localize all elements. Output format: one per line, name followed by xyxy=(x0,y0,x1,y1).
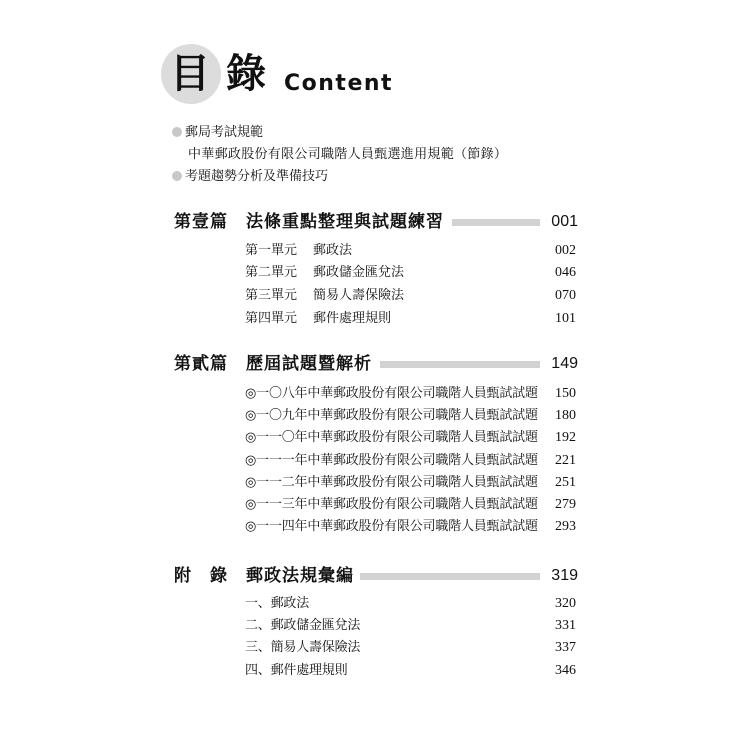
toc-entry[interactable] xyxy=(245,286,576,306)
entry-page-number: 251 xyxy=(555,475,576,490)
entry-title: ◎一一三年中華郵政股份有限公司職階人員甄試試題 xyxy=(245,497,538,512)
bullet-dot-icon xyxy=(172,171,182,181)
toc-entry[interactable] xyxy=(245,616,576,636)
toc-entry[interactable] xyxy=(245,473,576,493)
toc-entry[interactable] xyxy=(245,309,576,329)
section-page-number: 149 xyxy=(551,355,578,372)
entry-page-number: 346 xyxy=(555,663,576,678)
entry-page-number: 337 xyxy=(555,640,576,655)
entry-unit: 第三單元 xyxy=(245,288,298,303)
entry-page-number: 192 xyxy=(555,430,576,445)
entry-page-number: 002 xyxy=(555,243,576,258)
entry-title: ◎一一四年中華郵政股份有限公司職階人員甄試試題 xyxy=(245,519,538,534)
section-leader-bar xyxy=(360,573,540,580)
entry-page-number: 331 xyxy=(555,618,576,633)
entry-page-number: 320 xyxy=(555,596,576,611)
section-leader-bar xyxy=(452,219,540,226)
toc-entry[interactable] xyxy=(245,594,576,614)
entry-page-number: 180 xyxy=(555,408,576,423)
entry-title: 二、郵政儲金匯兌法 xyxy=(245,618,361,633)
intro-item-exam-rules[interactable] xyxy=(172,124,263,142)
entry-page-number: 070 xyxy=(555,288,576,303)
toc-entry[interactable] xyxy=(245,263,576,283)
section-page-number: 319 xyxy=(551,567,578,584)
toc-entry[interactable] xyxy=(245,451,576,471)
section-header-appendix[interactable] xyxy=(174,563,578,589)
entry-unit: 第四單元 xyxy=(245,311,298,326)
entry-page-number: 279 xyxy=(555,497,576,512)
page-title-english: Content xyxy=(284,71,394,96)
toc-entry[interactable] xyxy=(245,384,576,404)
toc-entry[interactable] xyxy=(245,661,576,681)
section-label: 第壹篇 xyxy=(174,212,228,232)
section-title: 郵政法規彙編 xyxy=(246,566,354,586)
section-header-2[interactable] xyxy=(174,351,578,377)
page-title-char-1: 目 xyxy=(170,51,210,97)
entry-page-number: 293 xyxy=(555,519,576,534)
entry-title: ◎一一〇年中華郵政股份有限公司職階人員甄試試題 xyxy=(245,430,538,445)
entry-title: 一、郵政法 xyxy=(245,596,310,611)
toc-entry[interactable] xyxy=(245,638,576,658)
section-leader-bar xyxy=(380,361,540,368)
section-label: 第貳篇 xyxy=(174,354,228,374)
entry-title: ◎一一二年中華郵政股份有限公司職階人員甄試試題 xyxy=(245,475,538,490)
entry-title: 三、簡易人壽保險法 xyxy=(245,640,361,655)
entry-title: 郵政法 xyxy=(313,243,353,258)
toc-entry[interactable] xyxy=(245,428,576,448)
intro-item-label: 郵局考試規範 xyxy=(185,125,264,140)
bullet-dot-icon xyxy=(172,127,182,137)
toc-entry[interactable] xyxy=(245,241,576,261)
entry-title: ◎一一一年中華郵政股份有限公司職階人員甄試試題 xyxy=(245,453,538,468)
page-title-char-2: 錄 xyxy=(226,51,266,97)
entry-title: 四、郵件處理規則 xyxy=(245,663,348,678)
toc-entry[interactable] xyxy=(245,517,576,537)
entry-page-number: 101 xyxy=(555,311,576,326)
intro-item-label: 考題趨勢分析及準備技巧 xyxy=(185,169,329,184)
entry-title: ◎一〇八年中華郵政股份有限公司職階人員甄試試題 xyxy=(245,386,538,401)
section-header-1[interactable] xyxy=(174,209,578,235)
entry-title: 郵政儲金匯兌法 xyxy=(313,265,405,280)
entry-unit: 第一單元 xyxy=(245,243,298,258)
intro-item-trend-analysis[interactable] xyxy=(172,168,328,186)
section-page-number: 001 xyxy=(551,213,578,230)
entry-title: 郵件處理規則 xyxy=(313,311,392,326)
entry-page-number: 150 xyxy=(555,386,576,401)
section-label: 附 錄 xyxy=(174,566,228,586)
toc-entry[interactable] xyxy=(245,406,576,426)
entry-page-number: 046 xyxy=(555,265,576,280)
toc-entry[interactable] xyxy=(245,495,576,515)
intro-item-exam-rules-sub[interactable]: 中華郵政股份有限公司職階人員甄選進用規範（節錄） xyxy=(188,147,508,162)
entry-title: ◎一〇九年中華郵政股份有限公司職階人員甄試試題 xyxy=(245,408,538,423)
entry-unit: 第二單元 xyxy=(245,265,298,280)
entry-title: 簡易人壽保險法 xyxy=(313,288,405,303)
entry-page-number: 221 xyxy=(555,453,576,468)
section-title: 歷屆試題暨解析 xyxy=(246,354,372,374)
section-title: 法條重點整理與試題練習 xyxy=(246,212,444,232)
